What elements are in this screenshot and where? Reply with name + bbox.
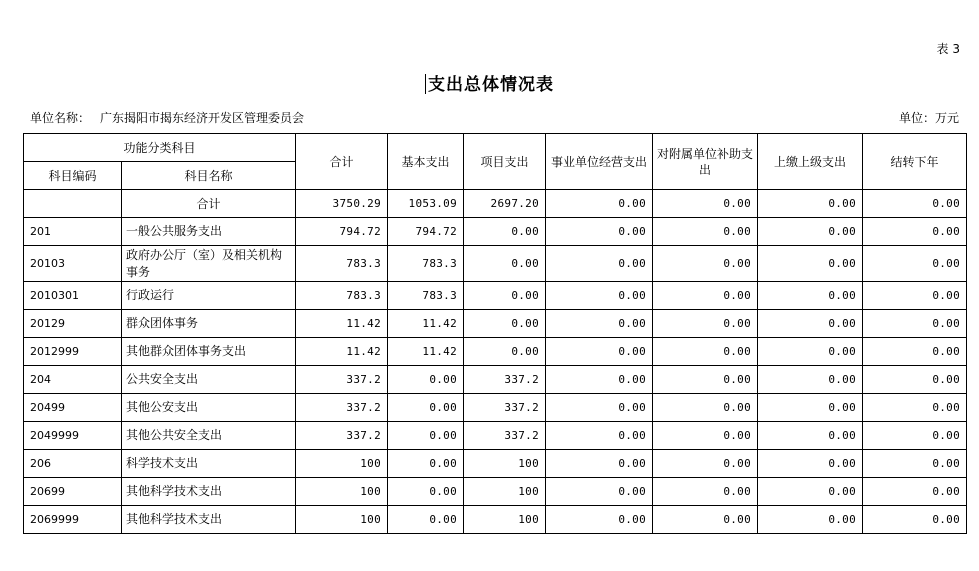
cell-name: 行政运行 <box>122 282 296 310</box>
table-row <box>24 450 967 478</box>
cell-subsidy: 0.00 <box>653 190 758 218</box>
cell-remit: 0.00 <box>758 478 863 506</box>
cell-total: 11.42 <box>296 338 388 366</box>
cell-carry: 0.00 <box>863 246 967 282</box>
cell-code: 20129 <box>24 310 122 338</box>
cell-code: 201 <box>24 218 122 246</box>
cell-subsidy: 0.00 <box>653 450 758 478</box>
cell-project: 0.00 <box>464 282 546 310</box>
cell-business: 0.00 <box>546 506 653 534</box>
header-name: 科目名称 <box>122 162 296 190</box>
cell-project: 0.00 <box>464 338 546 366</box>
cell-remit: 0.00 <box>758 310 863 338</box>
cell-carry: 0.00 <box>863 282 967 310</box>
cell-carry: 0.00 <box>863 218 967 246</box>
cell-business: 0.00 <box>546 366 653 394</box>
cell-basic: 0.00 <box>388 394 464 422</box>
header-remit: 上缴上级支出 <box>758 134 863 190</box>
table-number: 表 3 <box>936 42 960 56</box>
cell-project: 0.00 <box>464 310 546 338</box>
cell-code: 2012999 <box>24 338 122 366</box>
cell-code: 20699 <box>24 478 122 506</box>
table-row <box>24 338 967 366</box>
cell-subsidy: 0.00 <box>653 338 758 366</box>
cell-business: 0.00 <box>546 338 653 366</box>
cell-carry: 0.00 <box>863 478 967 506</box>
cell-code <box>24 190 122 218</box>
cell-total: 11.42 <box>296 310 388 338</box>
cell-name: 一般公共服务支出 <box>122 218 296 246</box>
cell-code: 20499 <box>24 394 122 422</box>
cell-total: 3750.29 <box>296 190 388 218</box>
unit-name-label: 单位名称： <box>30 111 91 125</box>
cell-project: 100 <box>464 506 546 534</box>
cell-carry: 0.00 <box>863 450 967 478</box>
table-row <box>24 310 967 338</box>
cell-subsidy: 0.00 <box>653 218 758 246</box>
cell-subsidy: 0.00 <box>653 478 758 506</box>
cell-carry: 0.00 <box>863 366 967 394</box>
cell-project: 337.2 <box>464 366 546 394</box>
cell-subsidy: 0.00 <box>653 422 758 450</box>
cell-name: 科学技术支出 <box>122 450 296 478</box>
cell-project: 100 <box>464 478 546 506</box>
cell-name: 其他公安支出 <box>122 394 296 422</box>
cell-carry: 0.00 <box>863 190 967 218</box>
cell-remit: 0.00 <box>758 282 863 310</box>
cell-name: 公共安全支出 <box>122 366 296 394</box>
cell-remit: 0.00 <box>758 366 863 394</box>
cell-code: 2069999 <box>24 506 122 534</box>
text-cursor <box>425 74 426 94</box>
cell-carry: 0.00 <box>863 394 967 422</box>
cell-project: 337.2 <box>464 422 546 450</box>
cell-project: 2697.20 <box>464 190 546 218</box>
cell-remit: 0.00 <box>758 450 863 478</box>
header-total: 合计 <box>296 134 388 190</box>
cell-total: 337.2 <box>296 422 388 450</box>
cell-subsidy: 0.00 <box>653 246 758 282</box>
cell-total: 100 <box>296 506 388 534</box>
cell-code: 2049999 <box>24 422 122 450</box>
table-row <box>24 478 967 506</box>
cell-business: 0.00 <box>546 190 653 218</box>
cell-business: 0.00 <box>546 422 653 450</box>
table-row <box>24 218 967 246</box>
cell-business: 0.00 <box>546 450 653 478</box>
cell-total: 100 <box>296 450 388 478</box>
cell-remit: 0.00 <box>758 338 863 366</box>
cell-remit: 0.00 <box>758 190 863 218</box>
header-business: 事业单位经营支出 <box>546 134 653 190</box>
cell-remit: 0.00 <box>758 422 863 450</box>
cell-remit: 0.00 <box>758 506 863 534</box>
cell-business: 0.00 <box>546 218 653 246</box>
cell-name: 其他科学技术支出 <box>122 478 296 506</box>
header-subsidy: 对附属单位补助支出 <box>653 134 758 190</box>
cell-basic: 0.00 <box>388 506 464 534</box>
cell-carry: 0.00 <box>863 338 967 366</box>
cell-name: 群众团体事务 <box>122 310 296 338</box>
cell-basic: 783.3 <box>388 282 464 310</box>
cell-subsidy: 0.00 <box>653 506 758 534</box>
cell-subsidy: 0.00 <box>653 366 758 394</box>
cell-basic: 1053.09 <box>388 190 464 218</box>
cell-name: 其他群众团体事务支出 <box>122 338 296 366</box>
cell-project: 337.2 <box>464 394 546 422</box>
cell-business: 0.00 <box>546 310 653 338</box>
table-row <box>24 394 967 422</box>
cell-business: 0.00 <box>546 478 653 506</box>
cell-project: 0.00 <box>464 218 546 246</box>
cell-carry: 0.00 <box>863 310 967 338</box>
cell-carry: 0.00 <box>863 422 967 450</box>
page-title <box>0 70 979 95</box>
cell-remit: 0.00 <box>758 394 863 422</box>
cell-code: 20103 <box>24 246 122 282</box>
cell-business: 0.00 <box>546 394 653 422</box>
header-function-group: 功能分类科目 <box>24 134 296 162</box>
cell-basic: 0.00 <box>388 422 464 450</box>
cell-basic: 794.72 <box>388 218 464 246</box>
cell-remit: 0.00 <box>758 218 863 246</box>
cell-total: 783.3 <box>296 246 388 282</box>
table-row <box>24 246 967 282</box>
cell-total: 100 <box>296 478 388 506</box>
cell-basic: 783.3 <box>388 246 464 282</box>
table-row <box>24 506 967 534</box>
expenditure-table <box>23 133 967 534</box>
cell-name: 合计 <box>122 190 296 218</box>
cell-total: 794.72 <box>296 218 388 246</box>
total-row <box>24 190 967 218</box>
cell-basic: 0.00 <box>388 478 464 506</box>
cell-remit: 0.00 <box>758 246 863 282</box>
unit-name-value: 广东揭阳市揭东经济开发区管理委员会 <box>100 111 305 125</box>
header-basic: 基本支出 <box>388 134 464 190</box>
cell-basic: 11.42 <box>388 338 464 366</box>
cell-basic: 0.00 <box>388 366 464 394</box>
cell-subsidy: 0.00 <box>653 310 758 338</box>
cell-code: 2010301 <box>24 282 122 310</box>
table-row <box>24 422 967 450</box>
cell-business: 0.00 <box>546 246 653 282</box>
cell-total: 783.3 <box>296 282 388 310</box>
cell-project: 0.00 <box>464 246 546 282</box>
cell-total: 337.2 <box>296 394 388 422</box>
cell-code: 204 <box>24 366 122 394</box>
cell-name: 其他公共安全支出 <box>122 422 296 450</box>
unit-label: 单位：万元 <box>898 111 959 125</box>
header-code: 科目编码 <box>24 162 122 190</box>
cell-basic: 0.00 <box>388 450 464 478</box>
table-row <box>24 282 967 310</box>
header-carry: 结转下年 <box>863 134 967 190</box>
table-row <box>24 366 967 394</box>
cell-total: 337.2 <box>296 366 388 394</box>
title-text: 支出总体情况表 <box>428 75 554 95</box>
cell-project: 100 <box>464 450 546 478</box>
cell-subsidy: 0.00 <box>653 282 758 310</box>
cell-code: 206 <box>24 450 122 478</box>
unit-name-line <box>30 109 304 126</box>
cell-basic: 11.42 <box>388 310 464 338</box>
cell-business: 0.00 <box>546 282 653 310</box>
cell-subsidy: 0.00 <box>653 394 758 422</box>
cell-name: 政府办公厅（室）及相关机构事务 <box>122 246 296 282</box>
cell-carry: 0.00 <box>863 506 967 534</box>
header-project: 项目支出 <box>464 134 546 190</box>
cell-name: 其他科学技术支出 <box>122 506 296 534</box>
